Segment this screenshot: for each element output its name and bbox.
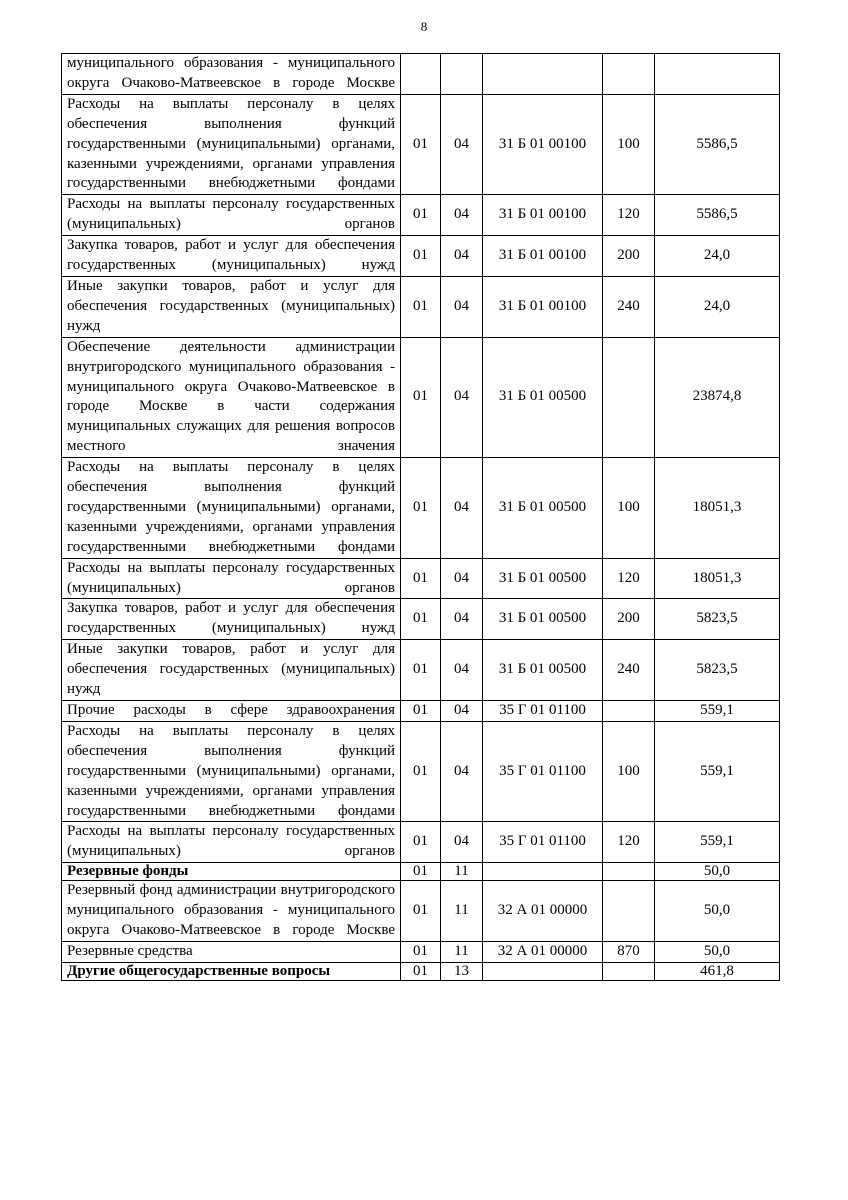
expense-name-cell: Расходы на выплаты персоналу в целях обеспечения выполнения функций государственными (муниципальными) органами, казенными учреждениями, органами управления государственными внебюджетными фондами [62, 721, 401, 822]
section-code-cell: 01 [401, 599, 441, 640]
expense-type-cell [603, 962, 655, 980]
expense-name-cell: Резервный фонд администрации внутригородского муниципального образования - муниципального округа Очаково-Матвеевское в городе Москве [62, 881, 401, 942]
expense-name-cell: Расходы на выплаты персоналу государственных (муниципальных) органов [62, 822, 401, 863]
table-row [62, 458, 780, 559]
subsection-code-cell: 04 [441, 276, 483, 337]
subsection-code-cell: 13 [441, 962, 483, 980]
target-article-cell: 32 А 01 00000 [483, 881, 603, 942]
expense-type-cell: 100 [603, 458, 655, 559]
table-row [62, 337, 780, 457]
amount-cell: 18051,3 [655, 458, 780, 559]
subsection-code-cell [441, 54, 483, 95]
expense-type-cell: 240 [603, 640, 655, 701]
table-row [62, 236, 780, 277]
target-article-cell: 31 Б 01 00100 [483, 195, 603, 236]
subsection-code-cell: 04 [441, 236, 483, 277]
expense-type-cell: 120 [603, 558, 655, 599]
expense-name-cell: Расходы на выплаты персоналу государственных (муниципальных) органов [62, 195, 401, 236]
subsection-code-cell: 04 [441, 721, 483, 822]
expense-name-cell: Иные закупки товаров, работ и услуг для обеспечения государственных (муниципальных) нужд [62, 640, 401, 701]
section-code-cell: 01 [401, 558, 441, 599]
target-article-cell: 31 Б 01 00500 [483, 558, 603, 599]
table-row [62, 881, 780, 942]
section-code-cell: 01 [401, 458, 441, 559]
subsection-code-cell: 04 [441, 458, 483, 559]
expense-name-cell: Закупка товаров, работ и услуг для обеспечения государственных (муниципальных) нужд [62, 236, 401, 277]
expense-type-cell [603, 701, 655, 722]
table-row [62, 701, 780, 722]
amount-cell: 5586,5 [655, 195, 780, 236]
table-row [62, 640, 780, 701]
subsection-code-cell: 11 [441, 863, 483, 881]
table-row [62, 276, 780, 337]
amount-cell: 50,0 [655, 863, 780, 881]
target-article-cell: 31 Б 01 00500 [483, 640, 603, 701]
amount-cell: 23874,8 [655, 337, 780, 457]
subsection-code-cell: 04 [441, 558, 483, 599]
section-code-cell: 01 [401, 236, 441, 277]
expense-name-cell: Расходы на выплаты персоналу в целях обеспечения выполнения функций государственными (муниципальными) органами, казенными учреждениями, органами управления государственными внебюджетными фондами [62, 458, 401, 559]
amount-cell: 461,8 [655, 962, 780, 980]
target-article-cell [483, 863, 603, 881]
expense-type-cell: 100 [603, 721, 655, 822]
expense-name-cell: муниципального образования - муниципального округа Очаково-Матвеевское в городе Москве [62, 54, 401, 95]
expense-name-cell: Закупка товаров, работ и услуг для обеспечения государственных (муниципальных) нужд [62, 599, 401, 640]
amount-cell: 24,0 [655, 276, 780, 337]
expense-type-cell: 120 [603, 195, 655, 236]
amount-cell: 18051,3 [655, 558, 780, 599]
table-row [62, 54, 780, 95]
target-article-cell: 35 Г 01 01100 [483, 822, 603, 863]
budget-table [61, 53, 780, 981]
subsection-code-cell: 11 [441, 941, 483, 962]
expense-type-cell [603, 863, 655, 881]
target-article-cell: 31 Б 01 00100 [483, 94, 603, 195]
expense-type-cell: 870 [603, 941, 655, 962]
amount-cell: 5823,5 [655, 640, 780, 701]
expense-type-cell [603, 54, 655, 95]
target-article-cell: 31 Б 01 00500 [483, 458, 603, 559]
amount-cell [655, 54, 780, 95]
target-article-cell [483, 54, 603, 95]
section-code-cell: 01 [401, 195, 441, 236]
expense-type-cell: 100 [603, 94, 655, 195]
table-row [62, 822, 780, 863]
section-code-cell: 01 [401, 94, 441, 195]
section-code-cell: 01 [401, 721, 441, 822]
section-code-cell: 01 [401, 941, 441, 962]
page-number: 8 [420, 19, 428, 34]
table-row [62, 721, 780, 822]
expense-name-cell: Резервные средства [62, 941, 401, 962]
amount-cell: 559,1 [655, 701, 780, 722]
table-row [62, 558, 780, 599]
expense-name-cell: Обеспечение деятельности администрации внутригородского муниципального образования - муниципального округа Очаково-Матвеевское в городе Москве в части содержания муниципальных служащих для решения вопросов местного значения [62, 337, 401, 457]
table-row [62, 195, 780, 236]
target-article-cell: 31 Б 01 00100 [483, 236, 603, 277]
expense-type-cell: 240 [603, 276, 655, 337]
subsection-code-cell: 04 [441, 599, 483, 640]
subsection-code-cell: 11 [441, 881, 483, 942]
section-code-cell: 01 [401, 640, 441, 701]
target-article-cell: 35 Г 01 01100 [483, 701, 603, 722]
target-article-cell: 31 Б 01 00500 [483, 337, 603, 457]
subsection-code-cell: 04 [441, 94, 483, 195]
expense-name-cell: Прочие расходы в сфере здравоохранения [62, 701, 401, 722]
section-code-cell: 01 [401, 863, 441, 881]
expense-name-cell: Иные закупки товаров, работ и услуг для обеспечения государственных (муниципальных) нужд [62, 276, 401, 337]
subsection-code-cell: 04 [441, 195, 483, 236]
table-row [62, 941, 780, 962]
section-code-cell: 01 [401, 822, 441, 863]
expense-name-cell: Расходы на выплаты персоналу государственных (муниципальных) органов [62, 558, 401, 599]
amount-cell: 5586,5 [655, 94, 780, 195]
expense-name-cell: Резервные фонды [62, 863, 401, 881]
subsection-code-cell: 04 [441, 701, 483, 722]
target-article-cell: 35 Г 01 01100 [483, 721, 603, 822]
amount-cell: 559,1 [655, 721, 780, 822]
table-row [62, 599, 780, 640]
expense-type-cell: 120 [603, 822, 655, 863]
expense-type-cell: 200 [603, 236, 655, 277]
expense-name-cell: Другие общегосударственные вопросы [62, 962, 401, 980]
table-row [62, 962, 780, 980]
expense-type-cell [603, 881, 655, 942]
target-article-cell [483, 962, 603, 980]
expense-type-cell [603, 337, 655, 457]
target-article-cell: 31 Б 01 00500 [483, 599, 603, 640]
section-code-cell: 01 [401, 337, 441, 457]
expense-type-cell: 200 [603, 599, 655, 640]
section-code-cell [401, 54, 441, 95]
section-code-cell: 01 [401, 701, 441, 722]
amount-cell: 50,0 [655, 941, 780, 962]
table-row [62, 863, 780, 881]
subsection-code-cell: 04 [441, 337, 483, 457]
amount-cell: 24,0 [655, 236, 780, 277]
amount-cell: 5823,5 [655, 599, 780, 640]
section-code-cell: 01 [401, 276, 441, 337]
table-row [62, 94, 780, 195]
subsection-code-cell: 04 [441, 822, 483, 863]
section-code-cell: 01 [401, 881, 441, 942]
section-code-cell: 01 [401, 962, 441, 980]
expense-name-cell: Расходы на выплаты персоналу в целях обеспечения выполнения функций государственными (муниципальными) органами, казенными учреждениями, органами управления государственными внебюджетными фондами [62, 94, 401, 195]
amount-cell: 559,1 [655, 822, 780, 863]
target-article-cell: 31 Б 01 00100 [483, 276, 603, 337]
subsection-code-cell: 04 [441, 640, 483, 701]
budget-table-body [62, 54, 780, 981]
amount-cell: 50,0 [655, 881, 780, 942]
target-article-cell: 32 А 01 00000 [483, 941, 603, 962]
